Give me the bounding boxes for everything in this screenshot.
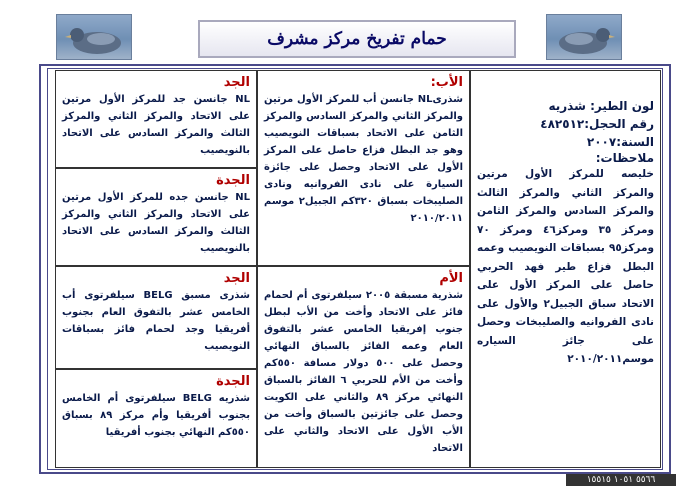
pigeon-photo-left bbox=[56, 14, 132, 60]
grandfather-2-text: شذرى مسبق BELG سيلفرتوى أب الخامس عشر بالتفوق العام بجنوب أفريقيا وجد لحمام فائز بسباقات النويصيب bbox=[62, 290, 250, 352]
bird-ring-number: رقم الحجل:٤٨٢٥١٢ bbox=[540, 117, 654, 131]
grandmother-2-text: شذريه BELG سيلفرتوى أم الخامس بجنوب أفريقيا وأم مركز ٨٩ بسباق ٥٥٠كم النهائي بجنوب أفريقيا bbox=[62, 393, 250, 438]
father-panel bbox=[257, 70, 470, 266]
grandmother-2-panel bbox=[55, 369, 257, 468]
grandfather-2-panel bbox=[55, 266, 257, 369]
grandmother-2-heading: الجدة bbox=[216, 374, 250, 389]
grandmother-1-panel bbox=[55, 168, 257, 266]
bird-color: لون الطير: شذريه bbox=[548, 99, 654, 113]
grandmother-1-heading: الجدة bbox=[216, 173, 250, 188]
notes-label: ملاحظات: bbox=[595, 151, 654, 165]
bird-details-panel bbox=[470, 70, 661, 468]
father-text: شذرىNL جانسن أب للمركز الأول مرتين والمركز الثاني والمركز السادس والمركز الثامن على الاتحاد بسباقات النويصيب وهو جد البطل فزاع حاصل على المركز الأول على الاتحاد وحصل على جائزة السيارة على نادى الفروانيه ونادى الصليبخات بسباق ٣٢٠كم الجبيل٢ موسم ٢٠١٠/٢٠١١ bbox=[264, 94, 464, 224]
grandfather-2-heading: الجد bbox=[223, 271, 250, 286]
grandfather-1-text: NL جانسن جد للمركز الأول مرتين على الاتحاد والمركز الثاني والمركز الثالث والمركز السادس على الاتحاد بالنويصيب bbox=[62, 94, 250, 156]
mother-text: شذرية مسبقة ٢٠٠٥ سيلفرتوى أم لحمام فائز على الاتحاد وأخت من الأب لبطل جنوب إفريقيا الخامس عشر بالتفوق العام وعمه الفائز بالسباق النهائي وحصل على ٥٠٠ دولار مسافة ٥٥٠كم وأخت من الأم للحربي ٦ الفائز بالسباق النهائي مركز ٨٩ والثاني على الكويت وحصل على جائزتين بالسباق وأخت من الأب الأول على الاتحاد والثاني على الاتحاد bbox=[264, 290, 464, 454]
mother-panel bbox=[257, 266, 470, 468]
father-heading: الأب: bbox=[430, 75, 463, 90]
grandmother-1-text: NL جانسن جده للمركز الأول مرتين على الاتحاد والمركز الثاني والمركز الثالث والمركز السادس على الاتحاد بالنويصيب bbox=[62, 192, 250, 254]
page-title: حمام تفريخ مركز مشرف bbox=[267, 29, 447, 49]
grandfather-1-heading: الجد bbox=[223, 75, 250, 90]
page-title-box bbox=[198, 20, 516, 58]
grandfather-1-panel bbox=[55, 70, 257, 168]
pigeon-icon bbox=[57, 15, 132, 60]
bird-year: السنة:٢٠٠٧ bbox=[586, 135, 654, 149]
bird-notes: خليصه للمركز الأول مرتين والمركز الثاني والمركز الثالث والمركز السادس والمركز الثامن ومركز ٣٥ ومركز٤٦ ومركز ٧٠ ومركز٩٥ بسباقات النويصيب وعمه البطل فزاع طير فهد الحربي حاصل على المركز الأول على الاتحاد سباق الجبيل٢ والأول على نادى الفروانيه والصليبخات وحصل على جائز السياره موسم٢٠١٠/٢٠١١ bbox=[477, 168, 655, 365]
pigeon-icon bbox=[547, 15, 622, 60]
mother-heading: الأم bbox=[439, 271, 463, 286]
footer-strip: ٥٥٦٦ ١٠٥١ ١٥٥١٥ bbox=[566, 474, 676, 486]
pigeon-photo-right bbox=[546, 14, 622, 60]
